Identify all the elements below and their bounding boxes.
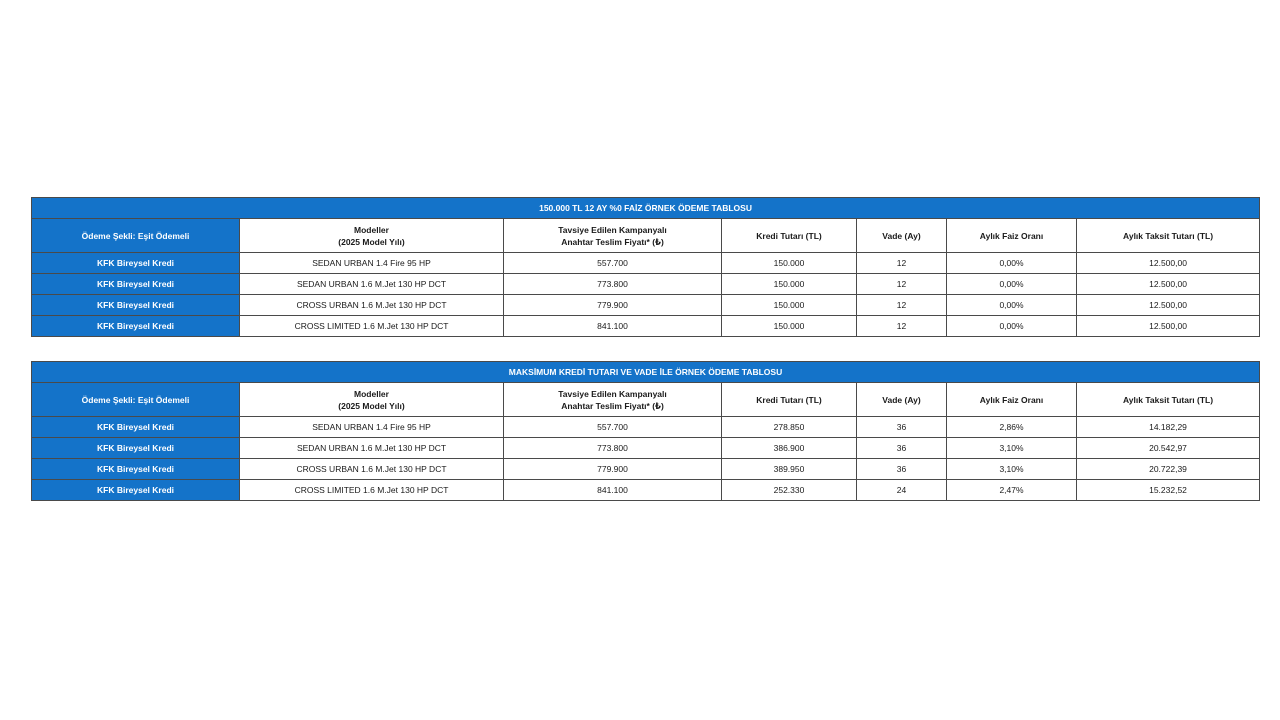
rate-cell: 2,47% [947, 480, 1077, 501]
term-cell: 12 [857, 295, 947, 316]
price-cell: 773.800 [504, 274, 722, 295]
credit-cell: 389.950 [722, 459, 857, 480]
table-row [32, 253, 1260, 274]
loan-type-cell: KFK Bireysel Kredi [32, 295, 240, 316]
model-cell: CROSS LIMITED 1.6 M.Jet 130 HP DCT [240, 480, 504, 501]
price-cell: 779.900 [504, 295, 722, 316]
model-cell: CROSS URBAN 1.6 M.Jet 130 HP DCT [240, 295, 504, 316]
installment-cell: 20.542,97 [1077, 438, 1260, 459]
table-row [32, 295, 1260, 316]
header-models [240, 219, 504, 253]
rate-cell: 0,00% [947, 253, 1077, 274]
term-cell: 36 [857, 438, 947, 459]
price-cell: 841.100 [504, 316, 722, 337]
credit-cell: 386.900 [722, 438, 857, 459]
rate-cell: 0,00% [947, 316, 1077, 337]
term-cell: 36 [857, 459, 947, 480]
header-term: Vade (Ay) [857, 219, 947, 253]
table-title: 150.000 TL 12 AY %0 FAİZ ÖRNEK ÖDEME TABLOSU [32, 198, 1260, 219]
header-credit-amount: Kredi Tutarı (TL) [722, 219, 857, 253]
header-monthly-rate: Aylık Faiz Oranı [947, 383, 1077, 417]
header-models-line1: Modeller [354, 388, 389, 399]
header-price [504, 219, 722, 253]
credit-cell: 150.000 [722, 295, 857, 316]
term-cell: 12 [857, 316, 947, 337]
header-models [240, 383, 504, 417]
rate-cell: 0,00% [947, 295, 1077, 316]
installment-cell: 20.722,39 [1077, 459, 1260, 480]
model-cell: SEDAN URBAN 1.4 Fire 95 HP [240, 253, 504, 274]
credit-cell: 150.000 [722, 316, 857, 337]
rate-cell: 0,00% [947, 274, 1077, 295]
header-payment-type: Ödeme Şekli: Eşit Ödemeli [32, 383, 240, 417]
table-row [32, 316, 1260, 337]
term-cell: 12 [857, 274, 947, 295]
price-cell: 779.900 [504, 459, 722, 480]
header-credit-amount: Kredi Tutarı (TL) [722, 383, 857, 417]
installment-cell: 15.232,52 [1077, 480, 1260, 501]
table-row [32, 480, 1260, 501]
term-cell: 12 [857, 253, 947, 274]
rate-cell: 3,10% [947, 438, 1077, 459]
term-cell: 24 [857, 480, 947, 501]
table-row [32, 417, 1260, 438]
header-monthly-installment: Aylık Taksit Tutarı (TL) [1077, 219, 1260, 253]
header-monthly-rate: Aylık Faiz Oranı [947, 219, 1077, 253]
credit-cell: 278.850 [722, 417, 857, 438]
header-price-line2: Anahtar Teslim Fiyatı* (₺) [561, 236, 664, 247]
table-row [32, 459, 1260, 480]
header-price-line2: Anahtar Teslim Fiyatı* (₺) [561, 400, 664, 411]
installment-cell: 12.500,00 [1077, 274, 1260, 295]
header-price-line1: Tavsiye Edilen Kampanyalı [558, 388, 667, 399]
table-row [32, 274, 1260, 295]
installment-cell: 14.182,29 [1077, 417, 1260, 438]
price-cell: 557.700 [504, 417, 722, 438]
table-title: MAKSİMUM KREDİ TUTARI VE VADE İLE ÖRNEK ÖDEME TABLOSU [32, 362, 1260, 383]
rate-cell: 3,10% [947, 459, 1077, 480]
header-monthly-installment: Aylık Taksit Tutarı (TL) [1077, 383, 1260, 417]
loan-type-cell: KFK Bireysel Kredi [32, 438, 240, 459]
price-cell: 773.800 [504, 438, 722, 459]
term-cell: 36 [857, 417, 947, 438]
loan-type-cell: KFK Bireysel Kredi [32, 316, 240, 337]
payment-table-zero-interest [31, 197, 1260, 337]
header-models-line1: Modeller [354, 224, 389, 235]
loan-type-cell: KFK Bireysel Kredi [32, 417, 240, 438]
credit-cell: 252.330 [722, 480, 857, 501]
credit-cell: 150.000 [722, 274, 857, 295]
rate-cell: 2,86% [947, 417, 1077, 438]
header-models-line2: (2025 Model Yılı) [338, 400, 405, 411]
header-models-line2: (2025 Model Yılı) [338, 236, 405, 247]
price-cell: 841.100 [504, 480, 722, 501]
installment-cell: 12.500,00 [1077, 316, 1260, 337]
header-payment-type: Ödeme Şekli: Eşit Ödemeli [32, 219, 240, 253]
model-cell: SEDAN URBAN 1.4 Fire 95 HP [240, 417, 504, 438]
loan-type-cell: KFK Bireysel Kredi [32, 274, 240, 295]
model-cell: SEDAN URBAN 1.6 M.Jet 130 HP DCT [240, 274, 504, 295]
installment-cell: 12.500,00 [1077, 253, 1260, 274]
payment-table-max-credit [31, 361, 1260, 501]
loan-type-cell: KFK Bireysel Kredi [32, 459, 240, 480]
price-cell: 557.700 [504, 253, 722, 274]
model-cell: SEDAN URBAN 1.6 M.Jet 130 HP DCT [240, 438, 504, 459]
loan-type-cell: KFK Bireysel Kredi [32, 253, 240, 274]
header-price [504, 383, 722, 417]
model-cell: CROSS LIMITED 1.6 M.Jet 130 HP DCT [240, 316, 504, 337]
credit-cell: 150.000 [722, 253, 857, 274]
header-price-line1: Tavsiye Edilen Kampanyalı [558, 224, 667, 235]
header-term: Vade (Ay) [857, 383, 947, 417]
model-cell: CROSS URBAN 1.6 M.Jet 130 HP DCT [240, 459, 504, 480]
loan-type-cell: KFK Bireysel Kredi [32, 480, 240, 501]
table-row [32, 438, 1260, 459]
installment-cell: 12.500,00 [1077, 295, 1260, 316]
